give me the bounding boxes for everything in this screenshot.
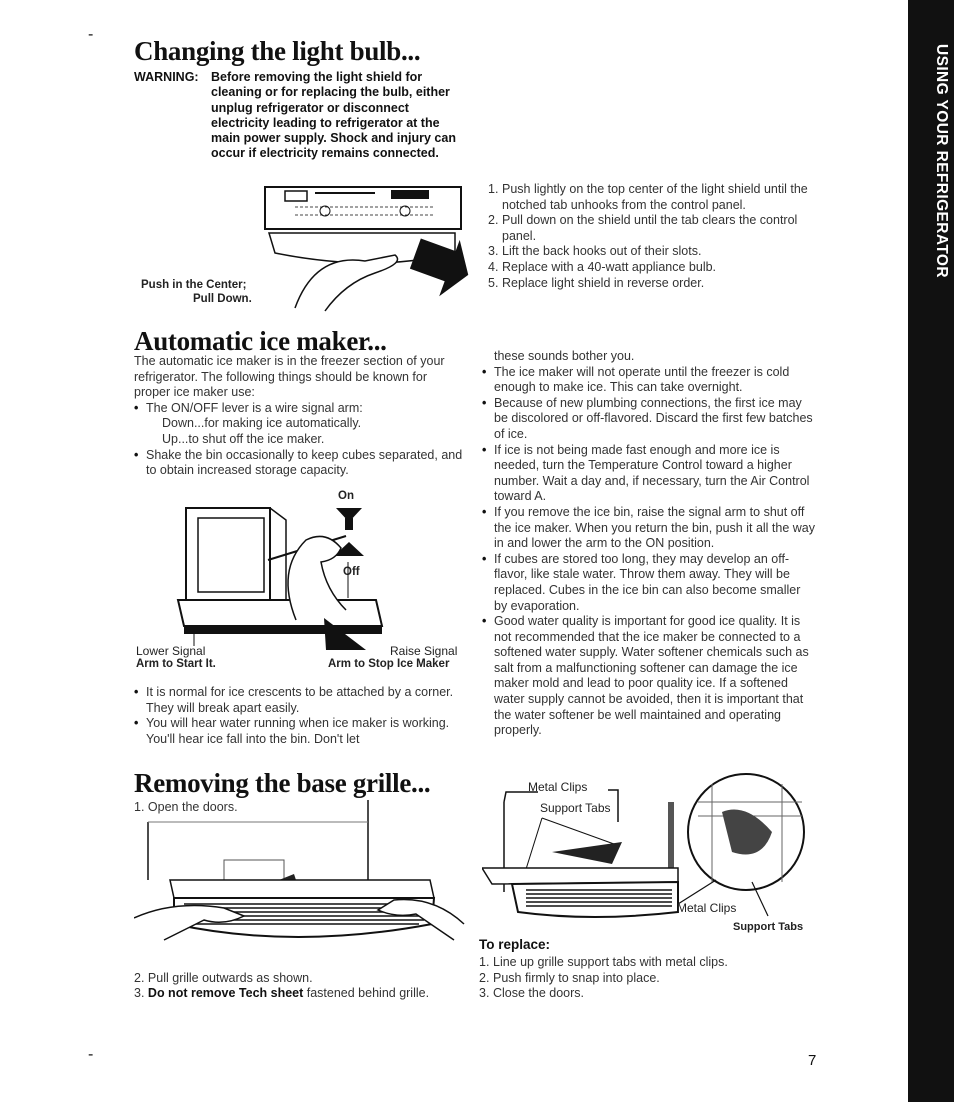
fig-metal-clips-top: Metal Clips [528, 780, 588, 794]
ice-right-bullet-2: • Because of new plumbing connections, the first ice may be discolored or off-flavored. Discard the first few batches of ice. [482, 396, 816, 443]
grille-step-3-bold: Do not remove Tech sheet [147, 986, 304, 1000]
ice-maker-left-col [134, 354, 466, 479]
ice-maker-figure [176, 500, 396, 650]
warning-text: Before removing the light shield for cleaning or for replacing the bulb, either unplug refrigerator or disconnect electricity leading to refrigerator at the main power supply. Shock and injury can occur if electricity remains connected. [211, 70, 456, 161]
ice-bullet-normal: • It is normal for ice crescents to be attached by a corner. They will break apart easily. [134, 685, 466, 716]
ice-bullet-hear: • You will hear water running when ice maker is working. You'll hear ice fall into the bin. Don't let [134, 716, 466, 747]
ice-right-bullet-3: • If ice is not being made fast enough and more ice is needed, turn the Temperature Control toward a higher number. Wait a day and, if necessary, turn the Air Control toward A. [482, 443, 816, 505]
ice-fig-off-label: Off [343, 566, 360, 578]
light-bulb-title: Changing the light bulb... [134, 36, 421, 66]
warning-block [134, 70, 474, 162]
grille-title: Removing the base grille... [134, 768, 431, 798]
grille-step-1: 1. Open the doors. [134, 800, 238, 814]
ice-up-line: Up...to shut off the ice maker. [162, 431, 325, 446]
light-step-1: 1. Push lightly on the top center of the light shield until the notched tab unhooks from the control panel. [488, 182, 808, 212]
page-number: 7 [808, 1052, 817, 1069]
lower-signal-1: Lower Signal [136, 644, 206, 658]
replace-step-2: 2. Push firmly to snap into place. [479, 970, 660, 985]
ice-bullet-shake: • Shake the bin occasionally to keep cubes separated, and to obtain increased storage capacity. [134, 448, 466, 479]
replace-steps [479, 955, 809, 1002]
ice-fig-on-label: On [338, 490, 354, 502]
raise-signal-1: Raise Signal [390, 644, 458, 658]
fig-support-tabs-bottom: Support Tabs [733, 921, 804, 933]
ice-right-bullet-6: • Good water quality is important for good ice quality. It is not recommended that the ice maker be connected to a softened water supply. Water softener chemicals such as salt from a malfunctioning softener can damage the ice maker mold and lead to poor quality ice. If a softened water supply cannot be avoided, then it is important that the water softener be well maintained and operating properly. [482, 614, 816, 739]
ice-down-line: Down...for making ice automatically. [162, 416, 362, 431]
grille-step-2: 2. Pull grille outwards as shown. [134, 971, 313, 985]
margin-mark-bottom: - [88, 1046, 94, 1063]
light-caption-2: Pull Down. [193, 293, 252, 305]
grille-replace-figure [482, 772, 820, 932]
ice-right-bullet-4: • If you remove the ice bin, raise the signal arm to shut off the ice maker. When you return the bin, push it all the way in and lower the arm to the ON position. [482, 505, 816, 552]
grille-step-3: 3. Do not remove Tech sheet fastened behind grille. [134, 986, 430, 1000]
replace-step-3: 3. Close the doors. [479, 986, 585, 1001]
lower-signal-2: Arm to Start It. [136, 658, 216, 670]
sidebar-tab [908, 0, 954, 1102]
sidebar-label: USING YOUR REFRIGERATOR [933, 44, 950, 278]
raise-signal-2: Arm to Stop Ice Maker [328, 658, 450, 670]
ice-maker-title: Automatic ice maker... [134, 326, 387, 356]
grille-removal-figure [134, 800, 474, 970]
fig-metal-clips-bottom: Metal Clips [677, 901, 737, 915]
margin-mark-top: - [88, 26, 94, 43]
ice-right-bullet-5: • If cubes are stored too long, they may develop an off-flavor, like stale water. Throw them away. They will be replaced. Cubes in the ice bin can also become smaller by evaporation. [482, 552, 816, 614]
light-step-4: 4. Replace with a 40-watt appliance bulb. [488, 259, 717, 274]
ice-maker-right-col [482, 349, 816, 739]
light-step-5: 5. Replace light shield in reverse order. [488, 275, 705, 290]
light-caption-1: Push in the Center; [141, 279, 247, 291]
ice-maker-intro: The automatic ice maker is in the freezer section of your refrigerator. The following things should be known for proper ice maker use: [134, 354, 445, 400]
replace-title: To replace: [479, 937, 551, 952]
light-step-2: 2. Pull down on the shield until the tab clears the control panel. [488, 213, 798, 243]
light-bulb-steps [488, 182, 818, 291]
light-step-3: 3. Lift the back hooks out of their slots. [488, 244, 702, 259]
ice-bullet-onoff: • The ON/OFF lever is a wire signal arm: [134, 401, 466, 417]
ice-right-bullet-1: • The ice maker will not operate until the freezer is cold enough to make ice. This can take overnight. [482, 365, 816, 396]
replace-step-1: 1. Line up grille support tabs with metal clips. [479, 955, 728, 969]
fig-support-tabs-top: Support Tabs [540, 801, 611, 815]
ice-maker-left-bullets [134, 685, 466, 747]
warning-label: WARNING: [134, 70, 199, 84]
ice-right-continue: these sounds bother you. [494, 349, 635, 363]
light-shield-figure [255, 183, 475, 313]
